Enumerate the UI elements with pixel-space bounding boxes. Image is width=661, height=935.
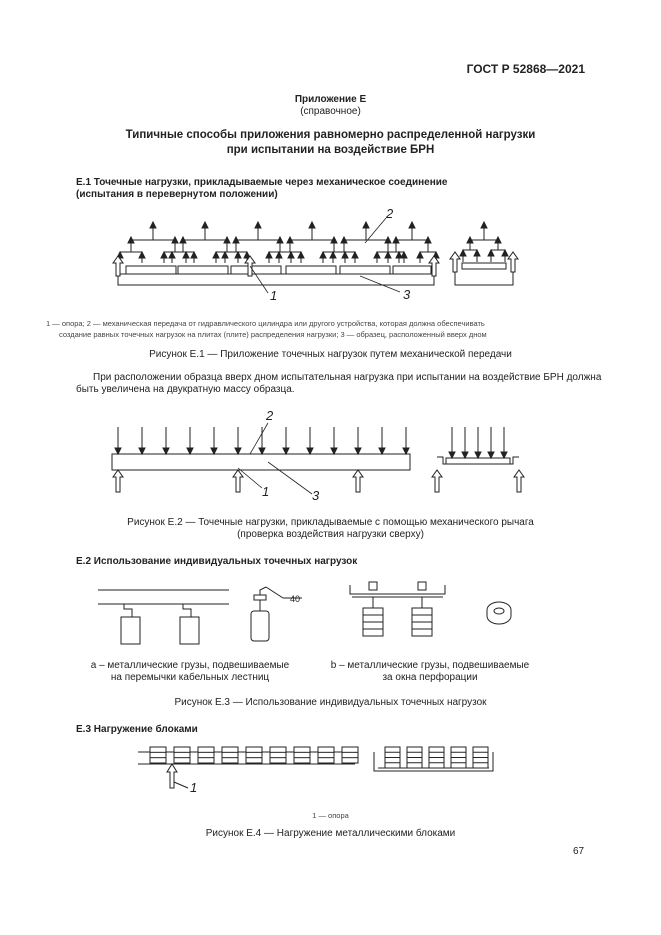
figure-e1-label-3: 3: [403, 287, 411, 302]
figure-e1-label-1: 1: [270, 288, 278, 303]
appendix-heading-line2: при испытании на воздействие БРН: [226, 144, 435, 156]
figure-e1-caption: Рисунок Е.1 — Приложение точечных нагрузок путем механической передачи: [149, 349, 512, 360]
section2-title: Е.2 Использование индивидуальных точечных нагрузок: [76, 556, 358, 567]
appendix-title: Приложение Е: [294, 94, 367, 105]
section1-title-line2: (испытания в перевернутом положении): [76, 189, 278, 200]
figure-e2-caption-line1: Рисунок Е.2 — Точечные нагрузки, прикладываемые с помощью механического рычага: [127, 517, 534, 528]
section3-title: Е.3 Нагружение блоками: [76, 724, 198, 735]
figure-e1-label-2: 2: [386, 206, 394, 221]
figure-e4-label-1: 1: [190, 780, 198, 795]
figure-e1-legend-line1: 1 — опора; 2 — механическая передача от гидравлического цилиндра или другого устройства, которая должна обеспечивать: [46, 319, 485, 328]
section1-title-line1: Е.1 Точечные нагрузки, прикладываемые через механическое соединение: [76, 177, 448, 188]
dimension-40: 40: [290, 594, 301, 604]
document-code: ГОСТ Р 52868—2021: [466, 62, 585, 76]
figure-e4-legend: 1 — опора: [312, 811, 349, 820]
figure-e4-caption: Рисунок Е.4 — Нагружение металлическими блоками: [205, 828, 456, 839]
caption-a-line2: на перемычки кабельных лестниц: [110, 672, 270, 683]
caption-a-line1: a – металлические грузы, подвешиваемые: [90, 660, 290, 671]
appendix-subtitle: (справочное): [300, 106, 361, 117]
figure-e2-label-2: 2: [266, 408, 274, 423]
figure-e2-caption-line2: (проверка воздействия нагрузки сверху): [237, 529, 424, 540]
figure-e2-label-3: 3: [312, 488, 320, 503]
figure-e2-label-1: 1: [262, 484, 270, 499]
paragraph-line1: При расположении образца вверх дном испытательная нагрузка при испытании на воздействие БРН должна: [93, 372, 602, 383]
appendix-heading-line1: Типичные способы приложения равномерно распределенной нагрузки: [125, 129, 536, 141]
page-number: 67: [573, 846, 585, 857]
figure-e1-legend-line2: создание равных точечных нагрузок на плитах (плите) распределения нагрузки; 3 — образец, расположенный вверх дном: [59, 330, 487, 339]
caption-b-line2: за окна перфорации: [382, 672, 478, 683]
paragraph-line2: быть увеличена на двукратную массу образца.: [76, 384, 295, 395]
caption-b-line1: b – металлические грузы, подвешиваемые: [330, 660, 530, 671]
figure-e3-caption: Рисунок Е.3 — Использование индивидуальных точечных нагрузок: [174, 697, 487, 708]
